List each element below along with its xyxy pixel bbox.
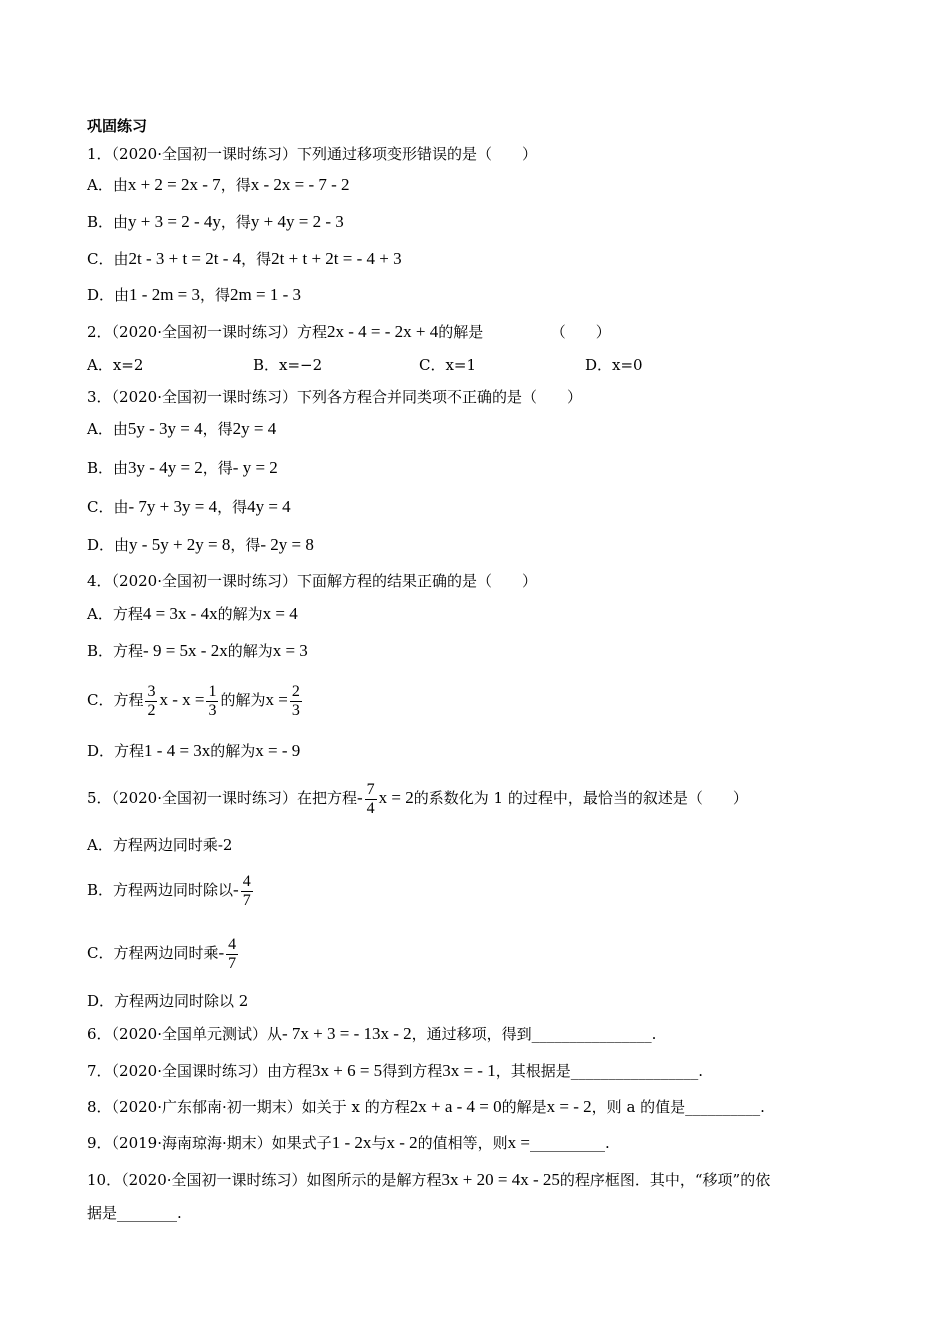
question-10: 10．（2020·全国初一课时练习）如图所示的是解方程3x + 20 = 4x - 25的程序框图．其中，“移项”的依 — [87, 1170, 771, 1189]
q1-option-a: A．由x + 2 = 2x - 7，得x - 2x = - 7 - 2 — [87, 175, 350, 194]
question-6: 6．（2020·全国单元测试）从- 7x + 3 = - 13x - 2，通过移项，得到________________. — [87, 1024, 657, 1043]
q3-option-a: A．由5y - 3y = 4，得2y = 4 — [87, 419, 277, 438]
q5-option-c: C．方程两边同时乘- $\frac{4}{7}$ — [87, 935, 237, 972]
q2-option-a: A．x=2 — [87, 356, 144, 374]
q5-option-d: D．方程两边同时除以 2 — [87, 992, 249, 1010]
q1-option-d: D．由1 - 2m = 3，得2m = 1 - 3 — [87, 285, 302, 304]
q3-option-b: B．由3y - 4y = 2，得- y = 2 — [87, 458, 278, 477]
question-2: 2．（2020·全国初一课时练习）方程2x - 4 = - 2x + 4的解是 （ ） — [87, 322, 611, 341]
question-7: 7．（2020·全国课时练习）由方程3x + 6 = 5得到方程3x = - 1，其根据是_________________. — [87, 1061, 703, 1080]
q4-option-d: D．方程1 - 4 = 3x的解为x = - 9 — [87, 741, 301, 760]
section-title: 巩固练习 — [87, 117, 148, 135]
q2-option-c: C．x=1 — [419, 356, 477, 374]
question-8: 8．（2020·广东郁南·初一期末）如关于 x 的方程2x + a - 4 = 0的解是x = - 2，则 a 的值是__________. — [87, 1097, 765, 1116]
question-3: 3．（2020·全国初一课时练习）下列各方程合并同类项不正确的是（ ） — [87, 388, 582, 406]
q1-stem: 1．（2020·全国初一课时练习）下列通过移项变形错误的是（ ） — [87, 145, 537, 163]
q4-option-c: C．方程 $\frac{3}{2}$ x - x = $\frac{1}{3}$ 的解为x = $\frac{2}{3}$ — [87, 682, 300, 719]
question-4: 4．（2020·全国初一课时练习）下面解方程的结果正确的是（ ） — [87, 572, 537, 590]
question-1 — [87, 144, 537, 164]
q2-option-b: B．x=−2 — [253, 356, 323, 374]
q1-option-c: C．由2t - 3 + t = 2t - 4，得2t + t + 2t = - 4 + 3 — [87, 249, 402, 268]
q4-option-a: A．方程4 = 3x - 4x的解为x = 4 — [87, 604, 298, 623]
q3-option-d: D．由y - 5y + 2y = 8，得- 2y = 8 — [87, 535, 314, 554]
q5-option-b: B．方程两边同时除以- $\frac{4}{7}$ — [87, 872, 251, 909]
q2-option-d: D．x=0 — [585, 356, 643, 374]
question-5: 5．（2020·全国初一课时练习）在把方程- $\frac{7}{4}$ x = 2的系数化为 1 的过程中，最恰当的叙述是（ ） — [87, 780, 748, 817]
q5-option-a: A．方程两边同时乘-2 — [87, 836, 233, 854]
q1-option-b: B．由y + 3 = 2 - 4y，得y + 4y = 2 - 3 — [87, 212, 344, 231]
question-9: 9．（2019·海南琼海·期末）如果式子1 - 2x与x - 2的值相等，则x =__________. — [87, 1133, 610, 1152]
q2-options — [87, 355, 643, 375]
question-10-line2: 据是________. — [87, 1204, 182, 1222]
q3-option-c: C．由- 7y + 3y = 4，得4y = 4 — [87, 497, 291, 516]
q4-option-b: B．方程- 9 = 5x - 2x的解为x = 3 — [87, 641, 308, 660]
